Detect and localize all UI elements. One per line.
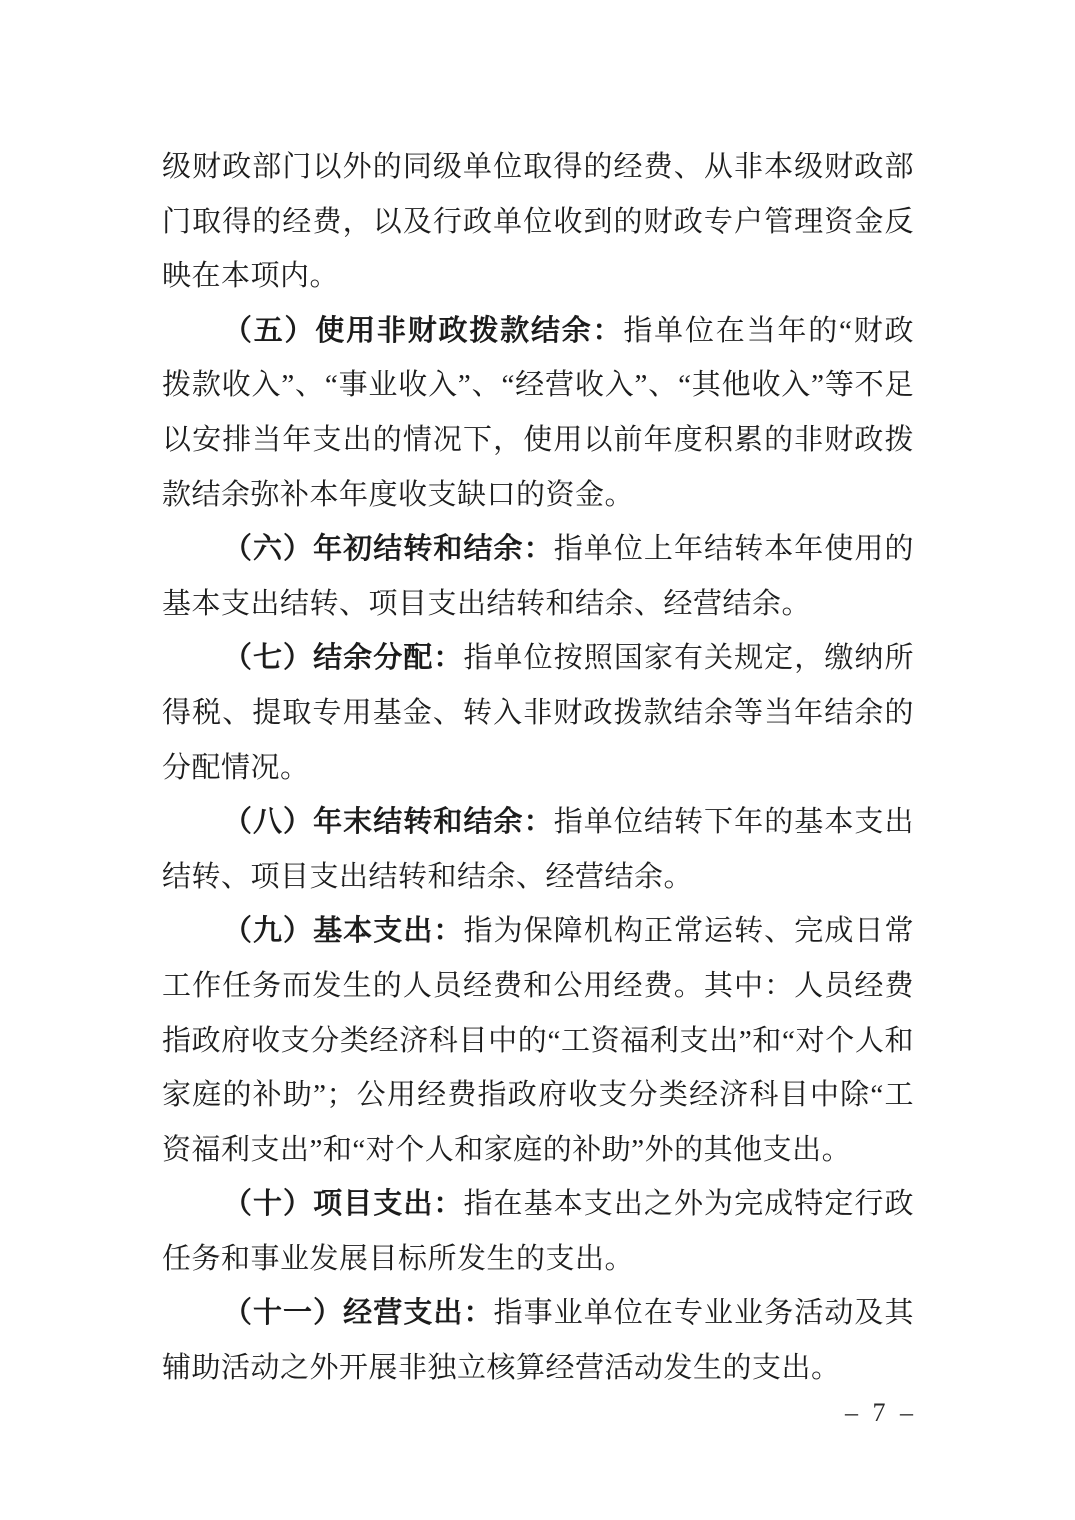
paragraph-item-11: [162, 1286, 914, 1395]
paragraph-text: 指单位按照国家有关规定，缴纳所得税、提取专用基金、转入非财政拨款结余等当年结余的分配情况。: [162, 642, 914, 784]
page-number: – 7 –: [845, 1398, 917, 1427]
document-body: [162, 140, 914, 1396]
paragraph-item-9: [162, 904, 914, 1177]
paragraph-text: 指为保障机构正常运转、完成日常工作任务而发生的人员经费和公用经费。其中：人员经费指政府收支分类经济科目中的“工资福利支出”和“对个人和家庭的补助”；公用经费指政府收支分类经济科目中除“工资福利支出”和“对个人和家庭的补助”外的其他支出。: [162, 915, 914, 1166]
paragraph-text: 级财政部门以外的同级单位取得的经费、从非本级财政部门取得的经费，以及行政单位收到的财政专户管理资金反映在本项内。: [162, 151, 914, 293]
paragraph-lead: （十）项目支出：: [222, 1188, 464, 1221]
paragraph-continuation: [162, 140, 914, 304]
paragraph-item-10: [162, 1177, 914, 1286]
paragraph-text: 指事业单位在专业业务活动及其辅助活动之外开展非独立核算经营活动发生的支出。: [162, 1297, 914, 1385]
paragraph-text: 指单位结转下年的基本支出结转、项目支出结转和结余、经营结余。: [162, 806, 914, 893]
paragraph-lead: （十一）经营支出：: [222, 1297, 494, 1330]
paragraph-lead: （八）年末结转和结余：: [222, 806, 554, 839]
paragraph-item-8: [162, 795, 914, 904]
paragraph-lead: （九）基本支出：: [222, 915, 464, 948]
paragraph-lead: （六）年初结转和结余：: [222, 533, 554, 566]
paragraph-item-6: [162, 522, 914, 631]
paragraph-lead: （七）结余分配：: [222, 642, 464, 675]
paragraph-text: 指单位在当年的“财政拨款收入”、“事业收入”、“经营收入”、“其他收入”等不足以安排当年支出的情况下，使用以前年度积累的非财政拨款结余弥补本年度收支缺口的资金。: [162, 314, 914, 511]
paragraph-text: 指在基本支出之外为完成特定行政任务和事业发展目标所发生的支出。: [162, 1188, 914, 1275]
paragraph-item-7: [162, 631, 914, 795]
paragraph-item-5: [162, 304, 914, 522]
paragraph-lead: （五）使用非财政拨款结余：: [222, 314, 624, 347]
paragraph-text: 指单位上年结转本年使用的基本支出结转、项目支出结转和结余、经营结余。: [162, 533, 914, 620]
